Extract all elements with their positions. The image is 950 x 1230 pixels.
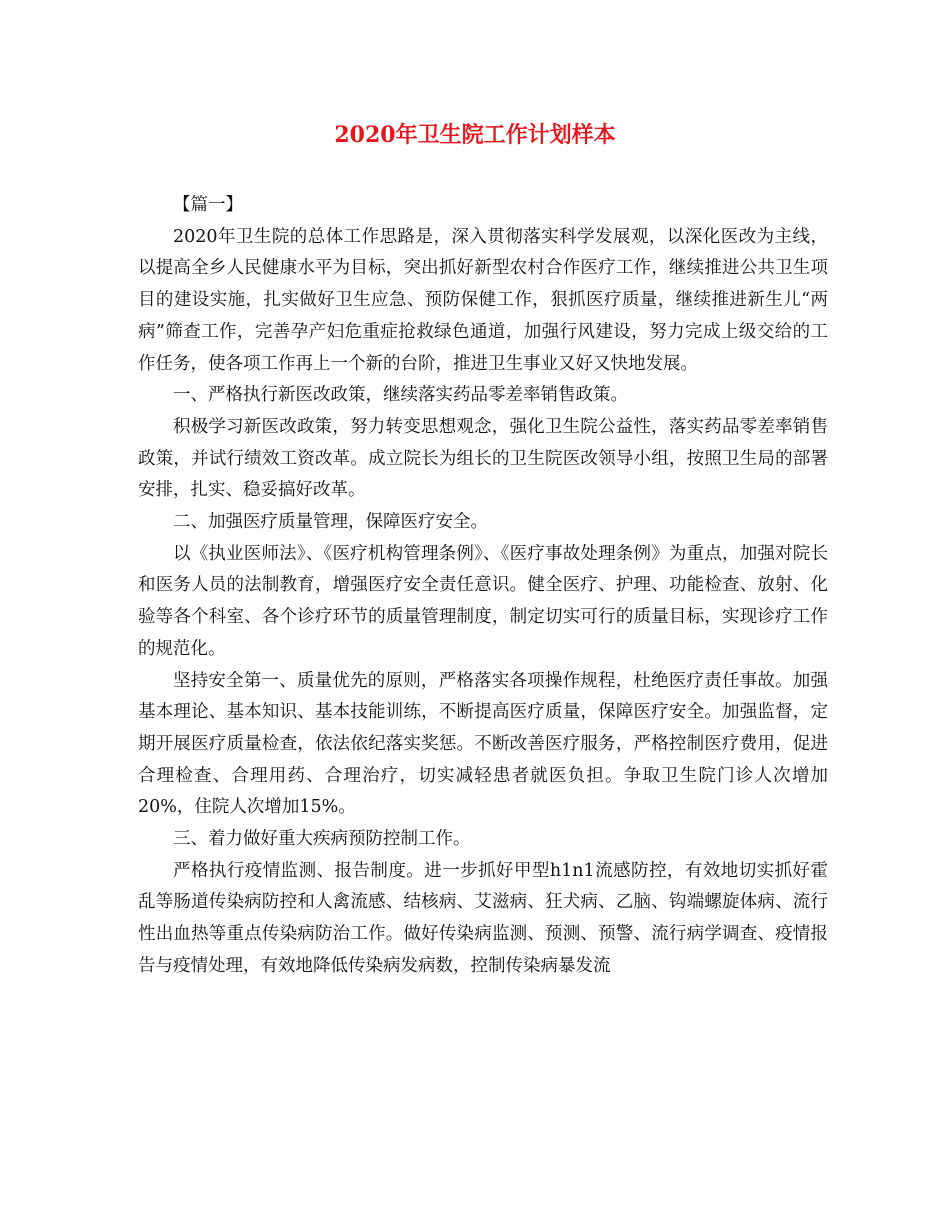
document-body [138, 190, 828, 983]
paragraph-disease-control: 严格执行疫情监测、报告制度。进一步抓好甲型h1n1流感防控，有效地切实抓好霍乱等肠道传染病防控和人禽流感、结核病、艾滋病、狂犬病、乙脑、钩端螺旋体病、流行性出血热等重点传染病防治工作。做好传染病监测、预测、预警、流行病学调查、疫情报告与疫情处理，有效地降低传染病发病数，控制传染病暴发流 [138, 860, 828, 976]
paragraph-safety-first: 坚持安全第一、质量优先的原则，严格落实各项操作规程，杜绝医疗责任事故。加强基本理论、基本知识、基本技能训练，不断提高医疗质量，保障医疗安全。加强监督，定期开展医疗质量检查，依法依纪落实奖惩。不断改善医疗服务，严格控制医疗费用，促进合理检查、合理用药、合理治疗，切实减轻患者就医负担。争取卫生院门诊人次增加20%，住院人次增加15%。 [138, 670, 828, 818]
section-heading-3: 三、着力做好重大疾病预防控制工作。 [173, 829, 471, 850]
section-heading-part-one: 【篇一】 [173, 195, 243, 215]
paragraph-overview: 2020年卫生院的总体工作思路是，深入贯彻落实科学发展观，以深化医改为主线，以提高全乡人民健康水平为目标，突出抓好新型农村合作医疗工作，继续推进公共卫生项目的建设实施，扎实做好卫生应急、预防保健工作，狠抓医疗质量，继续推进新生儿“两病”筛查工作，完善孕产妇危重症抢救绿色通道，加强行风建设，努力完成上级交给的工作任务，使各项工作再上一个新的台阶，推进卫生事业又好又快地发展。 [138, 226, 828, 374]
document-title: 2020年卫生院工作计划样本 [334, 122, 616, 148]
section-heading-2: 二、加强医疗质量管理，保障医疗安全。 [173, 512, 488, 533]
paragraph-reform: 积极学习新医改政策，努力转变思想观念，强化卫生院公益性，落实药品零差率销售政策，并试行绩效工资改革。成立院长为组长的卫生院医改领导小组，按照卫生局的部署安排，扎实、稳妥搞好改革。 [138, 416, 828, 501]
paragraph-quality-management: 以《执业医师法》、《医疗机构管理条例》、《医疗事故处理条例》为重点，加强对院长和医务人员的法制教育，增强医疗安全责任意识。健全医疗、护理、功能检查、放射、化验等各个科室、各个诊疗环节的质量管理制度，制定切实可行的质量目标，实现诊疗工作的规范化。 [138, 543, 828, 659]
section-heading-1: 一、严格执行新医改政策，继续落实药品零差率销售政策。 [173, 385, 628, 406]
